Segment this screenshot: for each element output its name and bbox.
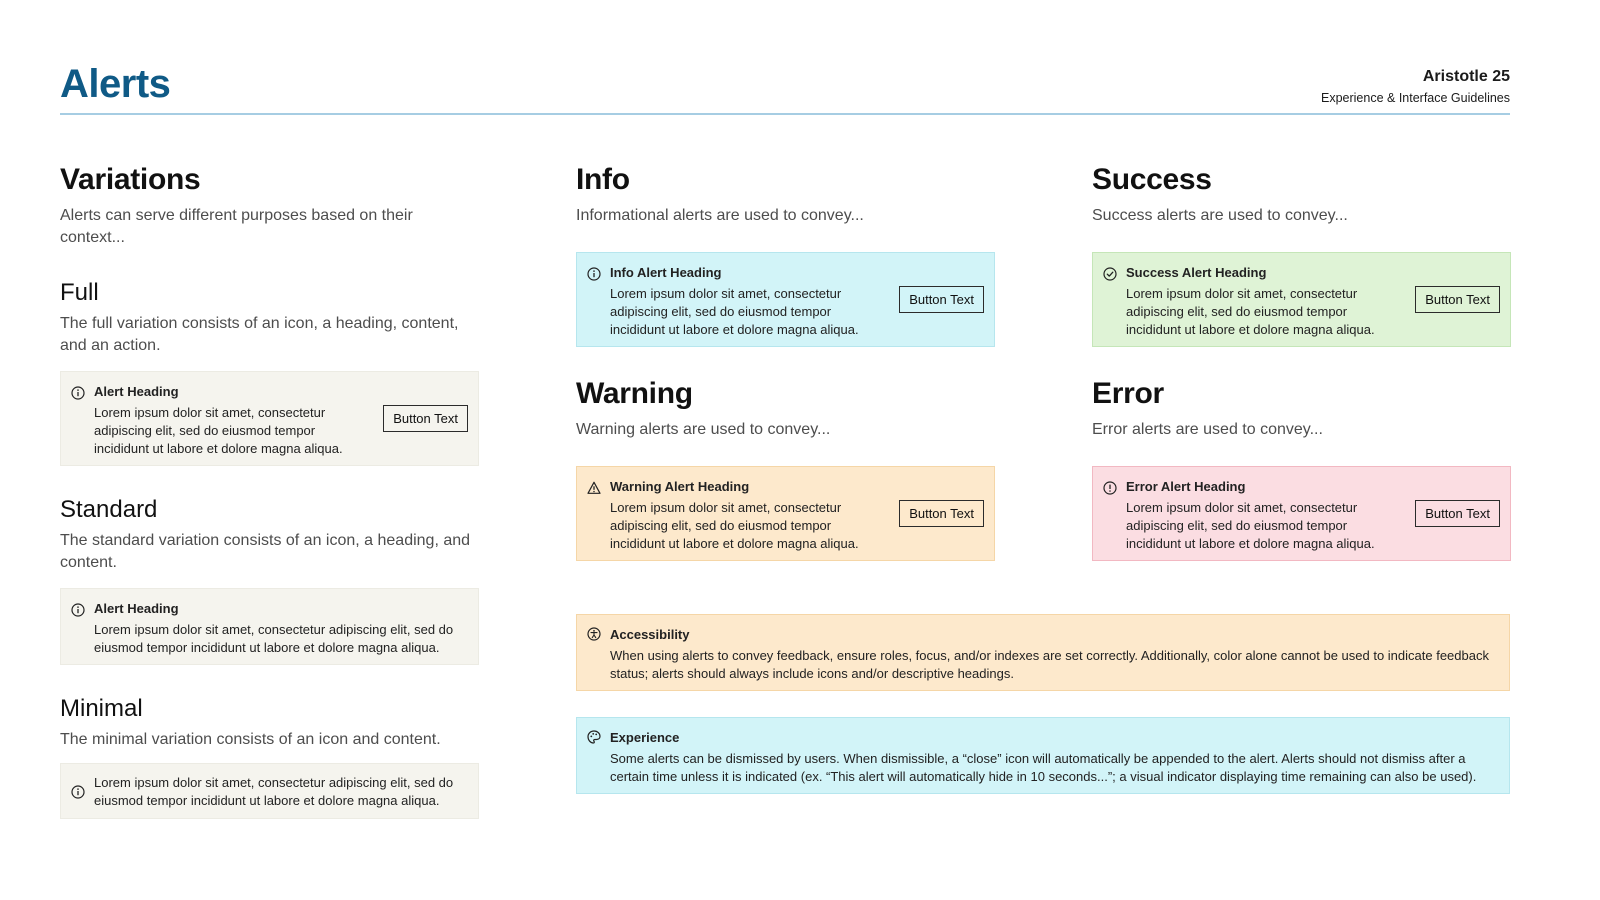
check-circle-icon — [1103, 267, 1117, 281]
palette-icon — [587, 730, 601, 744]
experience-note — [576, 717, 1510, 794]
full-title: Full — [60, 279, 99, 306]
minimal-title: Minimal — [60, 695, 143, 722]
success-alert — [1092, 252, 1511, 347]
accessibility-body: When using alerts to convey feedback, ensure roles, focus, and/or indexes are set correctly. Additionally, color alone cannot be used to indicate feedback status; alerts should always include icons and/or descriptive headings. — [610, 648, 1489, 681]
alert-action-button[interactable]: Button Text — [899, 500, 984, 527]
info-description: Informational alerts are used to convey... — [576, 207, 864, 224]
alert-action-button[interactable]: Button Text — [1415, 500, 1500, 527]
info-alert — [576, 252, 995, 347]
alert-heading: Warning Alert Heading — [610, 479, 750, 494]
info-circle-icon — [71, 386, 85, 400]
alert-heading: Error Alert Heading — [1126, 479, 1246, 494]
brand-name: Aristotle 25 — [1422, 68, 1510, 85]
success-column — [1092, 163, 1512, 561]
alert-action-button[interactable]: Button Text — [899, 286, 984, 313]
accessibility-note — [576, 614, 1510, 691]
info-circle-icon — [587, 267, 601, 281]
variations-column — [60, 163, 480, 819]
full-description: The full variation consists of an icon, a heading, content, and an action. — [60, 315, 459, 354]
accessibility-heading: Accessibility — [610, 627, 690, 642]
error-circle-icon — [1103, 481, 1117, 495]
alert-heading: Alert Heading — [94, 384, 179, 399]
error-title: Error — [1092, 377, 1164, 410]
header-divider — [60, 113, 1510, 115]
info-circle-icon — [71, 785, 85, 799]
warning-triangle-icon — [587, 481, 601, 495]
alert-heading: Info Alert Heading — [610, 265, 722, 280]
alert-heading: Success Alert Heading — [1126, 265, 1267, 280]
alert-body: Lorem ipsum dolor sit amet, consectetur adipiscing elit, sed do eiusmod tempor incididunt ut labore et dolore magna aliqua. — [610, 286, 859, 337]
warning-title: Warning — [576, 377, 693, 410]
brand-block — [1321, 68, 1510, 105]
brand-subtitle: Experience & Interface Guidelines — [1321, 91, 1510, 105]
alert-body: Lorem ipsum dolor sit amet, consectetur adipiscing elit, sed do eiusmod tempor incididunt ut labore et dolore magna aliqua. — [94, 775, 454, 808]
full-alert — [60, 371, 479, 466]
alert-heading: Alert Heading — [94, 601, 179, 616]
page-title: Alerts — [60, 62, 171, 106]
standard-alert — [60, 588, 479, 665]
warning-description: Warning alerts are used to convey... — [576, 421, 831, 438]
alert-body: Lorem ipsum dolor sit amet, consectetur adipiscing elit, sed do eiusmod tempor incididunt ut labore et dolore magna aliqua. — [610, 500, 859, 551]
variations-description: Alerts can serve different purposes based on their context... — [60, 207, 413, 246]
alert-action-button[interactable]: Button Text — [383, 405, 468, 432]
experience-heading: Experience — [610, 730, 680, 745]
success-description: Success alerts are used to convey... — [1092, 207, 1348, 224]
minimal-alert — [60, 763, 479, 819]
experience-body: Some alerts can be dismissed by users. When dismissible, a “close” icon will automatically be appended to the alert. Alerts should not dismiss after a certain time unless it is indicated (ex. “This alert will automatically hide in 10 seconds...”; a visual indicator displaying time remaining can also be used). — [610, 751, 1477, 784]
info-title: Info — [576, 163, 630, 196]
minimal-description: The minimal variation consists of an icon and content. — [60, 731, 441, 748]
variations-title: Variations — [60, 163, 201, 196]
alert-body: Lorem ipsum dolor sit amet, consectetur adipiscing elit, sed do eiusmod tempor incididunt ut labore et dolore magna aliqua. — [1126, 500, 1375, 551]
alert-body: Lorem ipsum dolor sit amet, consectetur adipiscing elit, sed do eiusmod tempor incididunt ut labore et dolore magna aliqua. — [1126, 286, 1375, 337]
alert-body: Lorem ipsum dolor sit amet, consectetur adipiscing elit, sed do eiusmod tempor incididunt ut labore et dolore magna aliqua. — [94, 622, 454, 655]
alert-action-button[interactable]: Button Text — [1415, 286, 1500, 313]
success-title: Success — [1092, 163, 1212, 196]
error-alert — [1092, 466, 1511, 561]
error-description: Error alerts are used to convey... — [1092, 421, 1323, 438]
standard-description: The standard variation consists of an icon, a heading, and content. — [60, 532, 471, 571]
info-circle-icon — [71, 603, 85, 617]
standard-title: Standard — [60, 496, 158, 523]
warning-alert — [576, 466, 995, 561]
alert-body: Lorem ipsum dolor sit amet, consectetur adipiscing elit, sed do eiusmod tempor incididunt ut labore et dolore magna aliqua. — [94, 405, 343, 456]
accessibility-icon — [587, 627, 601, 641]
info-column — [576, 163, 996, 561]
